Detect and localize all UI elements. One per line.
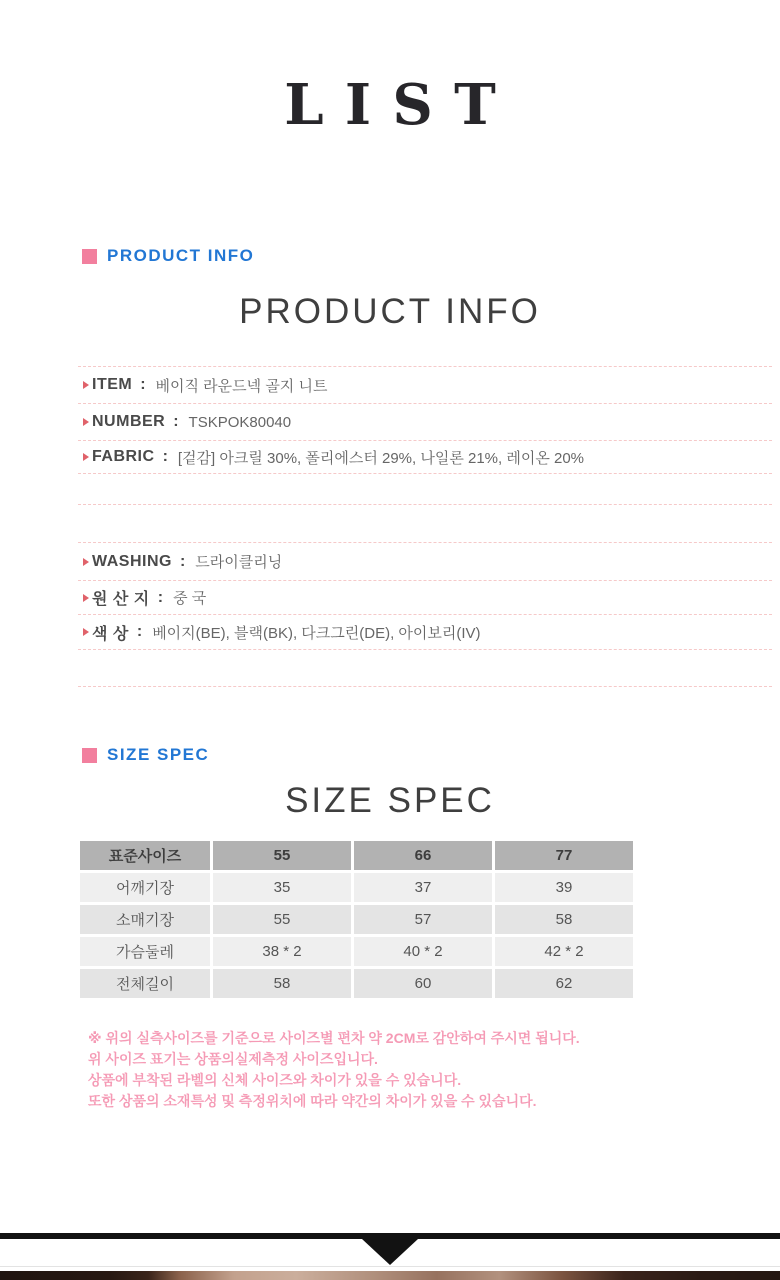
size-table-cell: 40 * 2: [354, 937, 492, 966]
info-row-number: [78, 404, 772, 441]
page-title: LIST: [284, 72, 518, 138]
size-spec-section-label: [82, 745, 209, 765]
size-table-row: [80, 873, 633, 902]
size-table-cell: 42 * 2: [495, 937, 633, 966]
size-table-row: [80, 937, 633, 966]
info-value: [겉감] 아크릴 30%, 폴리에스터 29%, 나일론 21%, 레이온 20%: [177, 449, 584, 467]
product-info-heading: PRODUCT INFO: [239, 292, 541, 331]
size-table-cell: 35: [213, 873, 351, 902]
info-colon: :: [140, 376, 146, 393]
section-label-text: PRODUCT INFO: [107, 246, 255, 265]
size-note-line: 또한 상품의 소재특성 및 측정위치에 따라 약간의 차이가 있을 수 있습니다.: [88, 1093, 537, 1109]
size-note-line: 위 사이즈 표기는 상품의실제측정 사이즈입니다.: [88, 1051, 378, 1067]
size-table-cell: 58: [213, 969, 351, 998]
size-table-row: [80, 969, 633, 998]
info-value: 베이직 라운드넥 골지 니트: [155, 377, 328, 395]
size-note-line: 상품에 부착된 라벨의 신체 사이즈와 차이가 있을 수 있습니다.: [88, 1072, 462, 1088]
size-table-cell: 38 * 2: [213, 937, 351, 966]
size-table-header-cell: 66: [354, 841, 492, 870]
size-table-cell: 가슴둘레: [80, 937, 210, 966]
pink-square-icon: [82, 748, 97, 763]
arrow-right-icon: [83, 594, 89, 602]
size-table-cell: 57: [354, 905, 492, 934]
info-row-item: [78, 367, 772, 404]
info-colon: :: [173, 413, 179, 430]
info-label: 색 상: [92, 625, 129, 643]
size-spec-heading: SIZE SPEC: [285, 781, 495, 820]
arrow-right-icon: [83, 558, 89, 566]
size-table-cell: 전체길이: [80, 969, 210, 998]
info-row-washing: [78, 543, 772, 581]
info-label: WASHING: [92, 552, 172, 570]
info-value: 중 국: [173, 590, 207, 607]
info-label: 원 산 지: [92, 591, 150, 608]
size-table-cell: 60: [354, 969, 492, 998]
arrow-right-icon: [83, 381, 89, 389]
info-label: ITEM: [92, 376, 133, 393]
info-spacer-row: [78, 650, 772, 687]
section-label-text: SIZE SPEC: [107, 745, 210, 764]
info-label: FABRIC: [92, 448, 155, 465]
info-colon: :: [136, 623, 143, 640]
size-table-row: [80, 905, 633, 934]
info-row-color: [78, 615, 772, 650]
info-spacer-row: [78, 505, 772, 543]
size-table-header-row: [80, 841, 633, 870]
size-table-cell: 소매기장: [80, 905, 210, 934]
size-table-header-cell: 표준사이즈: [80, 841, 210, 870]
info-row-origin: [78, 581, 772, 615]
size-notes: [88, 1028, 708, 1112]
model-photo-top-edge: [0, 1271, 780, 1280]
size-table-header-cell: 77: [495, 841, 633, 870]
info-value: 드라이클리닝: [195, 554, 283, 571]
product-info-section-label: [82, 246, 254, 266]
info-label: NUMBER: [92, 413, 166, 430]
info-colon: :: [179, 552, 186, 570]
arrow-right-icon: [83, 628, 89, 636]
product-info-table: [78, 366, 772, 687]
size-table-cell: 어깨기장: [80, 873, 210, 902]
info-colon: :: [162, 448, 168, 465]
info-colon: :: [157, 588, 164, 606]
info-value: TSKPOK80040: [188, 413, 292, 431]
size-table-cell: 58: [495, 905, 633, 934]
size-table-cell: 55: [213, 905, 351, 934]
pink-square-icon: [82, 249, 97, 264]
info-value: 베이지(BE), 블랙(BK), 다크그린(DE), 아이보리(IV): [152, 624, 481, 642]
size-table-cell: 37: [354, 873, 492, 902]
size-spec-table: [77, 838, 636, 1001]
size-table-cell: 39: [495, 873, 633, 902]
size-note-line: ※ 위의 실측사이즈를 기준으로 사이즈별 편차 약 2CM로 감안하여 주시면 됩니다.: [88, 1030, 580, 1046]
arrow-down-icon: [362, 1239, 418, 1265]
info-spacer-row: [78, 474, 772, 505]
size-table-cell: 62: [495, 969, 633, 998]
divider-thin-line: [0, 1266, 780, 1267]
arrow-right-icon: [83, 453, 89, 461]
info-row-fabric: [78, 441, 772, 474]
arrow-right-icon: [83, 418, 89, 426]
size-table-header-cell: 55: [213, 841, 351, 870]
